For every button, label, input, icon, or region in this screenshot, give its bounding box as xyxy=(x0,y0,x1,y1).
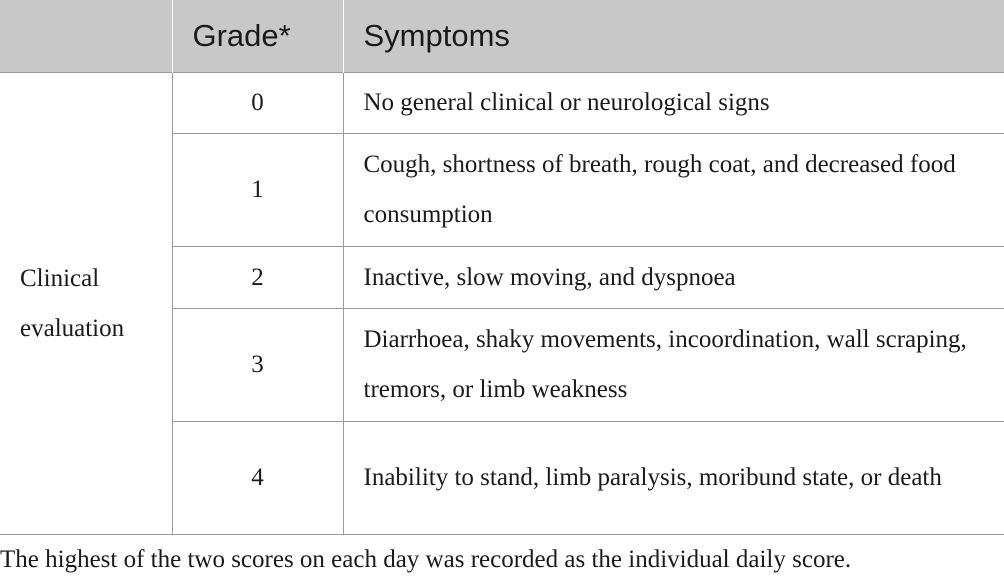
table-row xyxy=(0,73,1004,134)
grade-cell: 2 xyxy=(172,247,343,309)
header-row xyxy=(0,0,1004,73)
symptom-cell: Inactive, slow moving, and dyspnoea xyxy=(343,247,1004,309)
header-category xyxy=(0,0,172,73)
symptom-cell: Inability to stand, limb paralysis, moribund state, or death xyxy=(343,422,1004,535)
grade-cell: 4 xyxy=(172,422,343,535)
symptom-cell: Cough, shortness of breath, rough coat, and decreased food consumption xyxy=(343,134,1004,247)
grade-cell: 1 xyxy=(172,134,343,247)
grade-cell: 3 xyxy=(172,309,343,422)
symptom-cell: Diarrhoea, shaky movements, incoordination, wall scraping, tremors, or limb weakness xyxy=(343,309,1004,422)
header-grade: Grade* xyxy=(172,0,343,73)
category-cell: Clinical evaluation xyxy=(0,73,172,535)
table-footnote: The highest of the two scores on each day was recorded as the individual daily score. xyxy=(0,546,852,573)
grade-cell: 0 xyxy=(172,73,343,134)
header-symptoms: Symptoms xyxy=(343,0,1004,73)
symptom-cell: No general clinical or neurological signs xyxy=(343,73,1004,134)
